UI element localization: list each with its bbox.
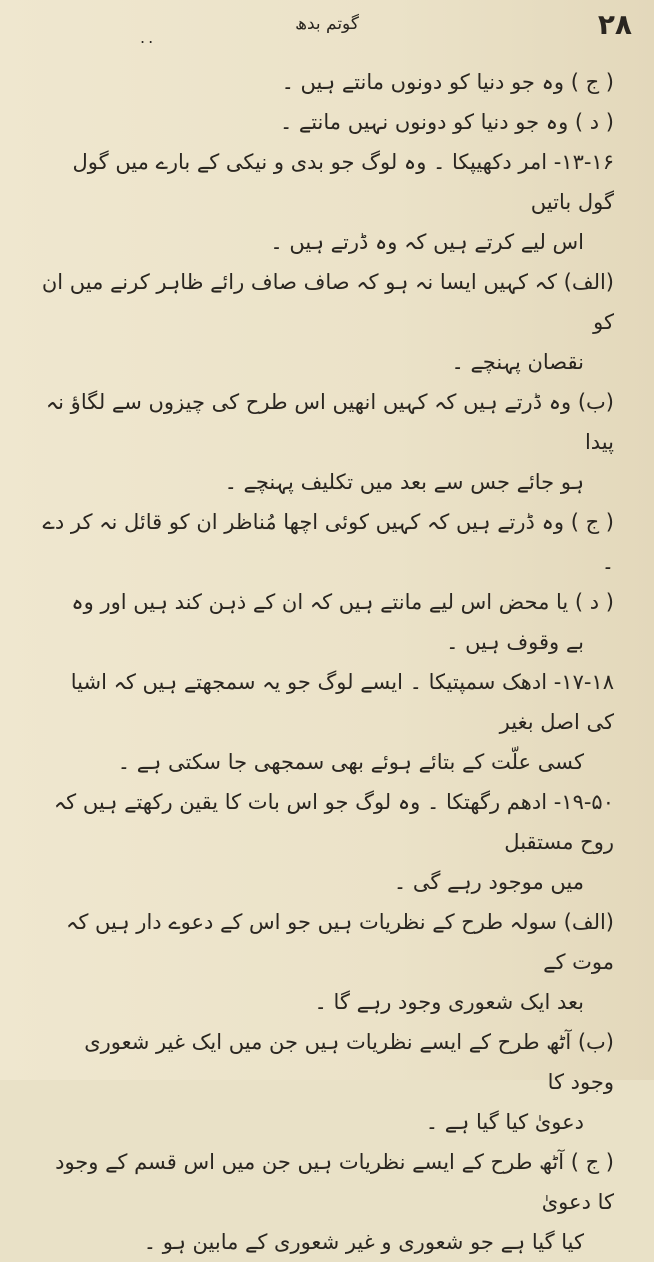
text-line-21: کیا گیا ہے جو شعوری و غیر شعوری کے مابین ہو ۔	[143, 1230, 584, 1254]
text-line-14: ۱۹-۵۰- ادھم رگھتکا ۔ وہ لوگ جو اس بات کا یقین رکھتے ہیں کہ روح مستقبل	[53, 790, 614, 854]
text-line-13: کسی علّت کے بتائے ہوئے بھی سمجھی جا سکتی ہے ۔	[117, 750, 584, 774]
text-line-7: (ب) وہ ڈرتے ہیں کہ کہیں انھیں اس طرح کی چیزوں سے لگاؤ نہ پیدا	[45, 390, 614, 454]
text-line-20: ( ج ) آٹھ طرح کے ایسے نظریات ہیں جن میں اس قسم کے وجود کا دعویٰ	[55, 1150, 614, 1214]
page-header	[0, 8, 654, 48]
running-title: گوتم بدھ	[295, 14, 359, 34]
text-line-16: (الف) سولہ طرح کے نظریات ہیں جو اس کے دعوے دار ہیں کہ موت کے	[66, 910, 614, 974]
text-line-18: (ب) آٹھ طرح کے ایسے نظریات ہیں جن میں ایک غیر شعوری وجود کا	[84, 1030, 614, 1094]
text-line-11: بے وقوف ہیں ۔	[446, 630, 584, 654]
text-line-1: ( ج ) وہ جو دنیا کو دونوں مانتے ہیں ۔	[281, 70, 614, 94]
text-line-17: بعد ایک شعوری وجود رہے گا ۔	[314, 990, 584, 1014]
text-line-10: ( د ) یا محض اس لیے مانتے ہیں کہ ان کے ذہن کند ہیں اور وہ	[71, 590, 614, 614]
page-number: ۲۸	[597, 8, 632, 41]
text-line-4: اس لیے کرتے ہیں کہ وہ ڈرتے ہیں ۔	[270, 230, 584, 254]
text-line-19: دعویٰ کیا گیا ہے ۔	[425, 1110, 584, 1134]
text-line-8: ہو جائے جس سے بعد میں تکلیف پہنچے ۔	[224, 470, 584, 494]
text-line-9: ( ج ) وہ ڈرتے ہیں کہ کہیں کوئی اچھا مُناظر ان کو قائل نہ کر دے ۔	[42, 510, 614, 574]
page-body	[38, 62, 614, 1262]
text-line-2: ( د ) وہ جو دنیا کو دونوں نہیں مانتے ۔	[279, 110, 614, 134]
text-line-6: نقصان پہنچے ۔	[451, 350, 584, 374]
text-line-5: (الف) کہ کہیں ایسا نہ ہو کہ صاف صاف رائے ظاہر کرنے میں ان کو	[41, 270, 614, 334]
text-line-15: میں موجود رہے گی ۔	[393, 870, 584, 894]
header-dots: ..	[140, 28, 157, 47]
text-line-12: ۱۷-۱۸- ادھک سمپتیکا ۔ ایسے لوگ جو یہ سمجھتے ہیں کہ اشیا کی اصل بغیر	[70, 670, 614, 734]
text-line-3: ۱۳-۱۶- امر دکھیپکا ۔ وہ لوگ جو بدی و نیکی کے بارے میں گول گول باتیں	[72, 150, 614, 214]
